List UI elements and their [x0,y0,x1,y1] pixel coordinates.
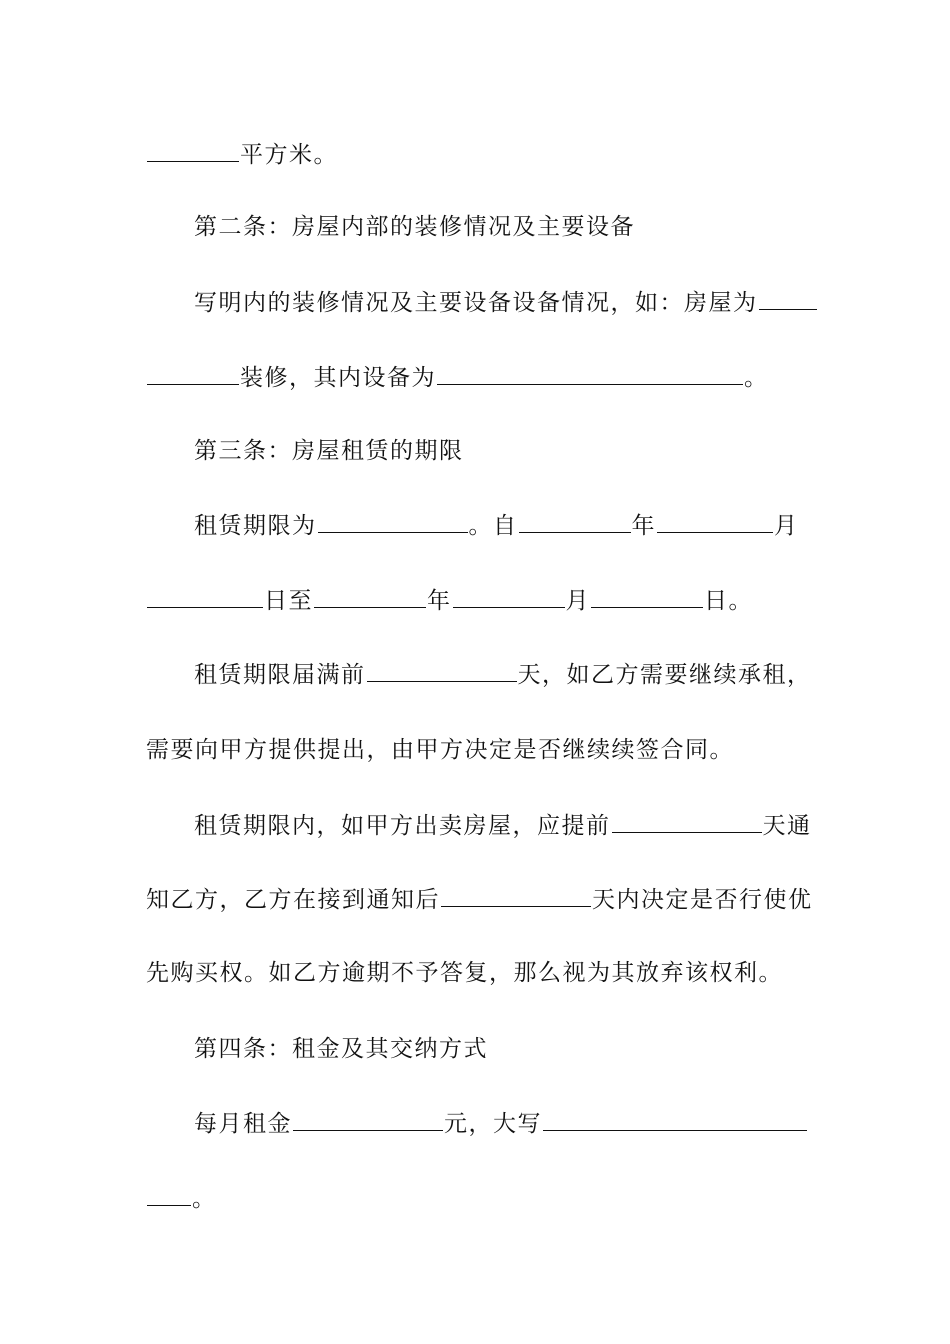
sale-line-1 [194,810,812,841]
lease-term-text: 租赁期限为 [194,513,317,539]
blank-field [147,139,239,162]
day-text: 日。 [704,588,753,614]
article-3-heading-text: 第三条：房屋租赁的期限 [194,438,464,464]
lease-term-line-1 [194,510,799,541]
sale-line-2 [146,884,813,915]
article-2-heading-text: 第二条：房屋内部的装修情况及主要设备 [194,214,635,240]
blank-field [147,1183,191,1206]
rent-line-2 [146,1183,217,1214]
decoration-text: 写明内的装修情况及主要设备设备情况，如：房屋为 [194,290,758,316]
blank-field [453,585,565,608]
blank-field [591,585,703,608]
renewal-text: 租赁期限届满前 [194,662,366,688]
year-text: 年 [427,588,452,614]
blank-field [293,1108,443,1131]
renewal-text-cont: 天，如乙方需要继续承租， [517,662,812,688]
rent-line-1 [194,1108,808,1139]
article-4-heading-text: 第四条：租金及其交纳方式 [194,1036,488,1062]
blank-field [759,287,817,310]
renewal-text-end: 需要向甲方提供提出，由甲方决定是否继续续签合同。 [146,737,734,763]
blank-field [437,362,743,385]
renewal-line-1 [194,659,812,690]
sale-notice-text-cont: 天通 [762,813,812,839]
blank-field [147,362,239,385]
capital-amount-text: 元，大写 [444,1111,542,1137]
period-text: 。 [744,365,769,391]
day-to-text: 日至 [264,588,313,614]
area-line [146,139,338,170]
waiver-text: 先购买权。如乙方逾期不予答复，那么视为其放弃该权利。 [146,960,783,986]
decoration-line-2 [146,362,769,393]
blank-field [612,810,762,833]
article-3-heading [194,436,464,466]
notice-received-text: 知乙方，乙方在接到通知后 [146,887,440,913]
lease-term-line-2 [146,585,753,616]
blank-field [657,510,773,533]
blank-field [367,659,517,682]
decoration-equipment-text: 装修，其内设备为 [240,365,436,391]
month-text: 月 [774,513,799,539]
from-text: 。自 [468,513,518,539]
period-text: 。 [192,1186,217,1212]
blank-field [441,884,591,907]
blank-field [314,585,426,608]
blank-field [543,1108,807,1131]
article-4-heading [194,1034,488,1064]
monthly-rent-text: 每月租金 [194,1111,292,1137]
year-text: 年 [631,513,656,539]
sale-line-3 [146,958,783,988]
blank-field [519,510,631,533]
renewal-line-2 [146,735,734,765]
sale-notice-text: 租赁期限内，如甲方出卖房屋，应提前 [194,813,611,839]
decoration-line-1 [194,287,818,318]
blank-field [318,510,468,533]
preemptive-right-text: 天内决定是否行使优 [592,887,813,913]
blank-field [147,585,263,608]
area-unit-text: 平方米。 [240,142,338,168]
month-text: 月 [565,588,590,614]
article-2-heading [194,212,635,242]
